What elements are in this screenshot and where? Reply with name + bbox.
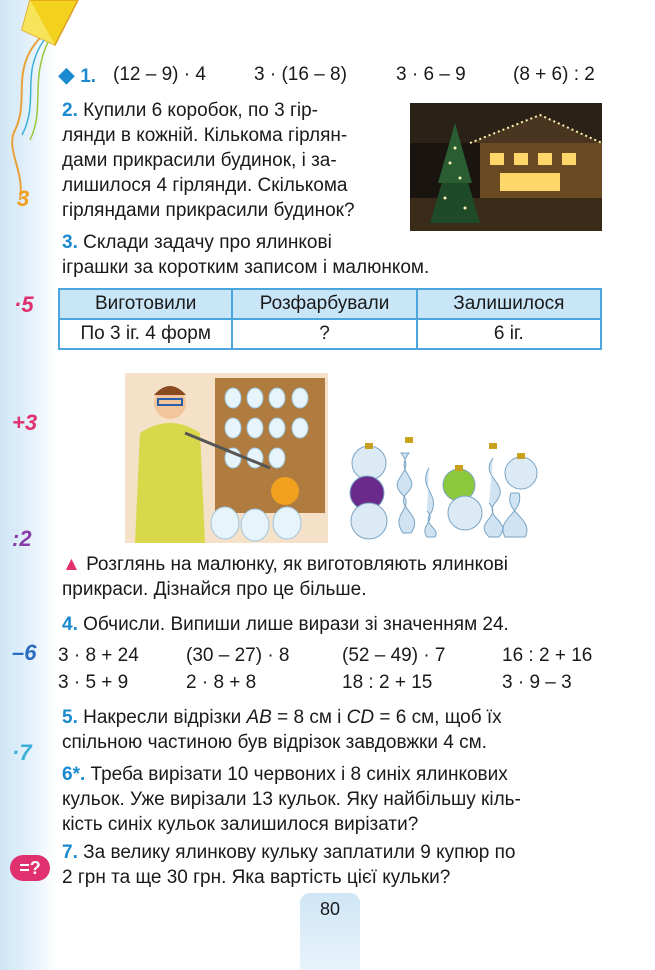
task-2-line: лишилося 4 гірлянди. Скількома <box>62 175 348 196</box>
segment-ab-label: AB <box>246 707 272 728</box>
task-4-expression: 3 · 5 + 9 <box>58 672 129 693</box>
table-header-cell: Виготовили <box>59 289 232 319</box>
task-3-table <box>58 288 602 350</box>
margin-symbol-minus-6: –6 <box>12 640 37 665</box>
task-5-text: = 8 см і <box>271 707 347 728</box>
task-3 <box>62 230 602 280</box>
triangle-icon: ▲ <box>62 554 81 575</box>
table-header-cell: Залишилося <box>417 289 601 319</box>
task-2-line: лянди в кожній. Кількома гірлян- <box>62 125 348 146</box>
task-5-number: 5. <box>62 707 78 728</box>
task-7-line: 2 грн та ще 30 грн. Яка вартість цієї кульки? <box>62 867 451 888</box>
segment-cd-label: CD <box>346 707 375 728</box>
task-4-expression: 3 · 9 – 3 <box>502 672 572 693</box>
page-number: 80 <box>300 893 360 970</box>
task-1-expression: (8 + 6) : 2 <box>513 64 595 85</box>
glassblower-illustration <box>125 373 328 543</box>
task-4-expression: 18 : 2 + 15 <box>342 672 433 693</box>
task-1-expression: 3 · (16 – 8) <box>254 64 347 85</box>
task-3-line: іграшки за коротким записом і малюнком. <box>62 257 430 278</box>
task-4-expression: 16 : 2 + 16 <box>502 645 593 666</box>
margin-symbol-times-5: ·5 <box>14 292 34 317</box>
task-4-text: Обчисли. Випиши лише вирази зі значенням 24. <box>83 614 509 635</box>
task-6-line: кульок. Уже вирізали 13 кульок. Яку найбільшу кіль- <box>62 789 521 810</box>
task-1-number: 1. <box>80 66 97 87</box>
margin-equals-question-badge: =? <box>10 855 50 881</box>
task-5-line: спільною частиною був відрізок завдовжки 4 см. <box>62 732 487 753</box>
task-5-text: = 6 см, щоб їх <box>374 707 502 728</box>
task-7 <box>62 840 602 890</box>
note-line: прикраси. Дізнайся про це більше. <box>62 579 367 600</box>
task-1-expression: 3 · 6 – 9 <box>396 64 466 85</box>
task-2-number: 2. <box>62 100 78 121</box>
margin-symbol-div-2: :2 <box>12 526 32 551</box>
task-1-expression: (12 – 9) · 4 <box>113 64 206 85</box>
task-4-expression: (52 – 49) · 7 <box>342 645 446 666</box>
task-5-text: Накресли відрізки <box>83 707 247 728</box>
task-5 <box>62 705 602 755</box>
task-1 <box>58 62 606 89</box>
task-6-line: кість синіх кульок залишилося вирізати? <box>62 814 419 835</box>
task-7-line: За велику ялинкову кульку заплатили 9 купюр по <box>83 842 516 863</box>
task-6-line: Треба вирізати 10 червоних і 8 синіх ялинкових <box>90 764 508 785</box>
margin-symbol-times-7: ·7 <box>12 740 32 765</box>
task-2-line: Купили 6 коробок, по 3 гір- <box>83 100 319 121</box>
task-6-number: 6*. <box>62 764 86 785</box>
task-4-expression: 2 · 8 + 8 <box>186 672 257 693</box>
task-2 <box>62 98 392 223</box>
table-header-cell: Розфарбували <box>232 289 416 319</box>
task-7-number: 7. <box>62 842 78 863</box>
table-header-row <box>59 289 601 319</box>
task-4-expression: (30 – 27) · 8 <box>186 645 290 666</box>
margin-symbol-plus-3: +3 <box>12 410 38 435</box>
table-cell: ? <box>232 319 416 349</box>
christmas-ornaments-illustration <box>343 433 543 541</box>
table-row <box>59 319 601 349</box>
decorated-house-photo <box>410 103 602 231</box>
table-cell: 6 іг. <box>417 319 601 349</box>
task-4 <box>62 612 509 637</box>
table-cell: По 3 іг. 4 форм <box>59 319 232 349</box>
task-2-line: дами прикрасили будинок, і за- <box>62 150 337 171</box>
observe-note <box>62 552 602 602</box>
task-3-number: 3. <box>62 232 78 253</box>
task-4-number: 4. <box>62 614 78 635</box>
task-3-line: Склади задачу про ялинкові <box>83 232 332 253</box>
diamond-icon: ◆ <box>58 62 75 87</box>
task-4-expression: 3 · 8 + 24 <box>58 645 139 666</box>
task-2-line: гірляндами прикрасили будинок? <box>62 200 355 221</box>
margin-symbol-3: 3 <box>17 186 30 211</box>
note-line: Розглянь на малюнку, як виготовляють ялинкові <box>86 554 508 575</box>
task-6 <box>62 762 602 837</box>
